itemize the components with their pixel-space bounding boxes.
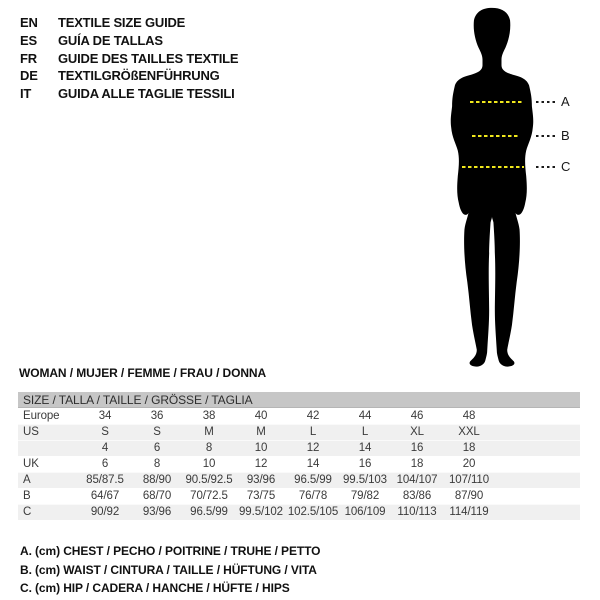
row-value: 96.5/99 [294, 474, 332, 486]
row-value: 20 [462, 458, 476, 470]
row-value: 16 [358, 458, 372, 470]
row-value: 48 [462, 410, 476, 422]
language-title-row [20, 32, 238, 50]
row-value: XL [410, 426, 424, 438]
row-value: 83/86 [402, 490, 432, 502]
language-title: GUIDE DES TAILLES TEXTILE [58, 50, 239, 66]
row-value: 36 [150, 410, 164, 422]
language-title: GUIDA ALLE TAGLIE TESSILI [58, 86, 235, 102]
table-row [18, 488, 580, 504]
row-value: 16 [410, 442, 424, 454]
table-row [18, 472, 580, 488]
table-row [18, 456, 580, 472]
language-title-row [20, 85, 238, 103]
language-title-list [20, 14, 238, 102]
language-title-row [20, 14, 238, 32]
language-title: TEXTILE SIZE GUIDE [58, 15, 186, 31]
language-code: EN [20, 15, 38, 31]
row-value: S [153, 426, 161, 438]
row-value: 93/96 [246, 474, 276, 486]
row-value: 107/110 [448, 474, 490, 486]
measurement-legend [20, 542, 320, 598]
row-value: 8 [205, 442, 213, 454]
row-value: 102.5/105 [287, 506, 339, 518]
table-row [18, 504, 580, 520]
row-label: UK [23, 458, 39, 470]
row-value: 76/78 [298, 490, 328, 502]
language-title: TEXTILGRÖßENFÜHRUNG [58, 68, 220, 84]
row-value: L [361, 426, 369, 438]
row-value: S [101, 426, 109, 438]
marker-label: A [561, 94, 570, 109]
row-value: 8 [153, 458, 161, 470]
row-value: 106/109 [344, 506, 386, 518]
row-value: 14 [358, 442, 372, 454]
row-value: 87/90 [454, 490, 484, 502]
row-value: 14 [306, 458, 320, 470]
row-value: 93/96 [142, 506, 172, 518]
row-label: B [23, 490, 31, 502]
language-title-row [20, 49, 238, 67]
row-value: 18 [462, 442, 476, 454]
table-row [18, 440, 580, 456]
woman-silhouette [397, 5, 587, 368]
language-code: DE [20, 68, 38, 84]
size-table [18, 392, 580, 520]
row-label: C [23, 506, 32, 518]
table-row [18, 424, 580, 440]
row-value: 12 [254, 458, 268, 470]
row-value: XXL [458, 426, 480, 438]
row-value: 46 [410, 410, 424, 422]
legend-line: B. (cm) WAIST / CINTURA / TAILLE / HÜFTUNG / VITA [20, 562, 317, 577]
row-value: 12 [306, 442, 320, 454]
row-value: 90/92 [90, 506, 120, 518]
row-value: 38 [202, 410, 216, 422]
size-table-header: SIZE / TALLA / TAILLE / GRÖSSE / TAGLIA [18, 392, 580, 408]
marker-label: C [561, 159, 571, 174]
row-value: 18 [410, 458, 424, 470]
row-label: US [23, 426, 39, 438]
row-value: 34 [98, 410, 112, 422]
row-value: 70/72.5 [190, 490, 228, 502]
row-value: M [204, 426, 214, 438]
row-value: 99.5/103 [343, 474, 387, 486]
row-value: 110/113 [397, 506, 437, 518]
row-value: 64/67 [90, 490, 120, 502]
row-value: 99.5/102 [239, 506, 283, 518]
row-value: 6 [153, 442, 161, 454]
row-value: 114/119 [449, 506, 489, 518]
row-value: 6 [101, 458, 109, 470]
size-table-rows [18, 408, 580, 520]
row-value: 4 [101, 442, 109, 454]
language-code: IT [20, 86, 32, 102]
legend-line: C. (cm) HIP / CADERA / HANCHE / HÜFTE / HIPS [20, 581, 290, 596]
row-value: L [309, 426, 317, 438]
row-value: 10 [254, 442, 268, 454]
language-code: FR [20, 50, 37, 66]
table-group-title: WOMAN / MUJER / FEMME / FRAU / DONNA [19, 366, 267, 380]
row-value: 10 [202, 458, 216, 470]
row-value: M [256, 426, 266, 438]
row-value: 42 [306, 410, 320, 422]
row-value: 73/75 [246, 490, 276, 502]
row-value: 68/70 [142, 490, 172, 502]
language-title: GUÍA DE TALLAS [58, 33, 163, 49]
language-title-row [20, 67, 238, 85]
table-row [18, 408, 580, 424]
row-value: 44 [358, 410, 372, 422]
row-value: 88/90 [142, 474, 172, 486]
row-value: 104/107 [396, 474, 438, 486]
row-value: 90.5/92.5 [185, 474, 233, 486]
row-value: 85/87.5 [86, 474, 124, 486]
row-value: 96.5/99 [190, 506, 228, 518]
marker-label: B [561, 128, 570, 143]
legend-line: A. (cm) CHEST / PECHO / POITRINE / TRUHE / PETTO [20, 544, 321, 559]
row-value: 40 [254, 410, 268, 422]
row-label: Europe [23, 410, 60, 422]
body-silhouette-figure [397, 5, 587, 368]
language-code: ES [20, 33, 37, 49]
row-label: A [23, 474, 31, 486]
row-value: 79/82 [350, 490, 380, 502]
